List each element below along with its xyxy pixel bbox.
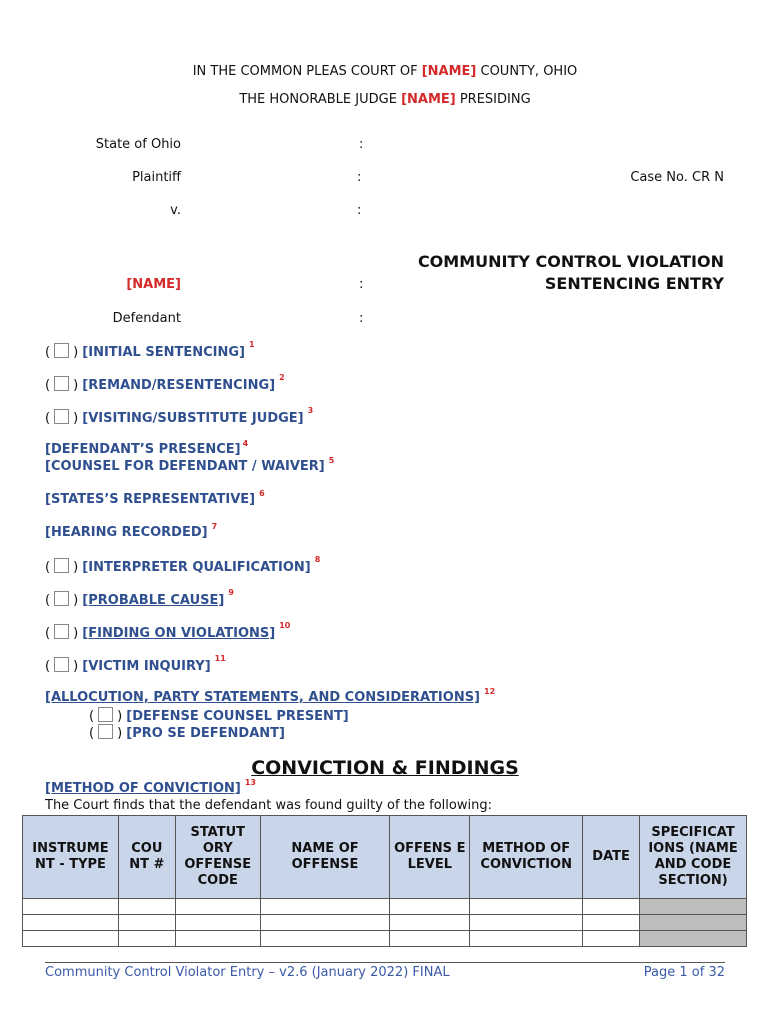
- table-cell[interactable]: [260, 899, 390, 915]
- table-cell[interactable]: [23, 899, 119, 915]
- defendant-presence-label: [DEFENDANT’S PRESENCE]: [45, 442, 241, 457]
- column-header: DATE: [583, 816, 640, 899]
- findings-checkbox[interactable]: [54, 624, 69, 639]
- state-rep-row: [45, 489, 265, 507]
- judge-line-text: THE HONORABLE JUDGE: [239, 92, 397, 107]
- conviction-table: [22, 815, 747, 947]
- caption-colon: :: [359, 277, 364, 292]
- victim-inquiry-label: [VICTIM INQUIRY]: [82, 659, 211, 674]
- footer-page-number: Page 1 of 32: [643, 965, 725, 980]
- allocution-row: [45, 687, 496, 705]
- caption-colon: :: [359, 311, 364, 326]
- recorded-row: [45, 522, 218, 540]
- pro-se-label: [PRO SE DEFENDANT]: [126, 726, 285, 741]
- footnote-ref[interactable]: 6: [259, 489, 265, 498]
- entry-title-line-1: COMMUNITY CONTROL VIOLATION: [417, 252, 724, 271]
- table-cell[interactable]: [583, 915, 640, 931]
- table-cell[interactable]: [118, 899, 175, 915]
- pro-se-row: ( ) [PRO SE DEFENDANT]: [89, 726, 285, 741]
- visiting-judge-label: [VISITING/SUBSTITUTE JUDGE]: [82, 411, 304, 426]
- table-cell[interactable]: [583, 899, 640, 915]
- footnote-ref[interactable]: 12: [484, 687, 496, 696]
- county-name-placeholder: [NAME]: [421, 64, 477, 79]
- footnote-ref[interactable]: 5: [328, 456, 335, 465]
- presence-row: [45, 439, 249, 457]
- table-cell[interactable]: [175, 915, 260, 931]
- table-cell[interactable]: [640, 915, 747, 931]
- caption-colon: :: [357, 170, 362, 185]
- table-cell[interactable]: [23, 931, 119, 947]
- column-header: SPECIFICAT IONS (NAME AND CODE SECTION): [640, 816, 747, 899]
- method-row: [45, 778, 256, 796]
- plaintiff-label: Plaintiff: [132, 170, 181, 185]
- judge-name-placeholder: [NAME]: [401, 92, 456, 107]
- table-cell[interactable]: [390, 931, 470, 947]
- court-line-suffix: COUNTY, OHIO: [480, 64, 578, 79]
- remand-row: ( ) [REMAND/RESENTENCING]$^2$: [45, 373, 285, 393]
- column-header: NAME OF OFFENSE: [260, 816, 390, 899]
- findings-row: ( ) [FINDING ON VIOLATIONS]$^{10}$: [45, 621, 291, 641]
- counsel-row: [45, 456, 335, 474]
- initial-sentencing-row: ( ) [INITIAL SENTENCING]$^1$: [45, 340, 255, 360]
- column-header: INSTRUME NT - TYPE: [23, 816, 119, 899]
- defense-present-label: [DEFENSE COUNSEL PRESENT]: [126, 709, 349, 724]
- table-cell[interactable]: [583, 931, 640, 947]
- state-of-ohio: State of Ohio: [95, 137, 181, 152]
- footnote-ref[interactable]: 10: [279, 621, 291, 630]
- column-header: COU NT #: [118, 816, 175, 899]
- court-line-text: IN THE COMMON PLEAS COURT OF: [192, 64, 418, 79]
- column-header: METHOD OF CONVICTION: [470, 816, 583, 899]
- versus-label: v.: [170, 203, 181, 218]
- footnote-ref[interactable]: 13: [244, 778, 256, 787]
- table-cell[interactable]: [390, 899, 470, 915]
- footnote-ref[interactable]: 1: [249, 340, 255, 349]
- method-of-conviction-link[interactable]: [METHOD OF CONVICTION]: [45, 781, 241, 796]
- table-row: [23, 899, 747, 915]
- pro-se-checkbox[interactable]: [98, 724, 113, 739]
- victim-inquiry-checkbox[interactable]: [54, 657, 69, 672]
- footnote-ref[interactable]: 8: [314, 555, 321, 564]
- remand-checkbox[interactable]: [54, 376, 69, 391]
- table-cell[interactable]: [260, 915, 390, 931]
- column-header: OFFENS E LEVEL: [390, 816, 470, 899]
- hearing-recorded-label: [HEARING RECORDED]: [45, 525, 208, 540]
- entry-title: [418, 251, 724, 295]
- caption-colon: :: [359, 137, 364, 152]
- interpreter-checkbox[interactable]: [54, 558, 69, 573]
- table-cell[interactable]: [640, 899, 747, 915]
- case-number: Case No. CR N: [630, 170, 724, 185]
- footnote-ref[interactable]: 9: [228, 588, 234, 597]
- conviction-intro: The Court finds that the defendant was found guilty of the following:: [45, 798, 492, 813]
- column-header: STATUT ORY OFFENSE CODE: [175, 816, 260, 899]
- page-footer: [45, 962, 725, 980]
- footnote-ref[interactable]: 2: [279, 373, 285, 382]
- initial-sentencing-checkbox[interactable]: [54, 343, 69, 358]
- judge-line: [0, 92, 770, 107]
- table-cell[interactable]: [260, 931, 390, 947]
- visiting-judge-checkbox[interactable]: [54, 409, 69, 424]
- defendant-label: Defendant: [112, 311, 181, 326]
- interpreter-row: ( ) [INTERPRETER QUALIFICATION]$^8$: [45, 555, 321, 575]
- footnote-ref[interactable]: 4: [242, 439, 249, 448]
- conviction-heading: CONVICTION & FINDINGS: [251, 757, 519, 779]
- table-cell[interactable]: [470, 899, 583, 915]
- table-row: [23, 931, 747, 947]
- finding-on-violations-link[interactable]: [FINDING ON VIOLATIONS]: [82, 626, 276, 641]
- table-cell[interactable]: [118, 931, 175, 947]
- footnote-ref[interactable]: 7: [211, 522, 218, 531]
- defense-present-checkbox[interactable]: [98, 707, 113, 722]
- table-row: [23, 915, 747, 931]
- probable-cause-checkbox[interactable]: [54, 591, 69, 606]
- judge-line-suffix: PRESIDING: [459, 92, 531, 107]
- table-cell[interactable]: [390, 915, 470, 931]
- footnote-ref[interactable]: 3: [307, 406, 314, 415]
- table-cell[interactable]: [175, 931, 260, 947]
- remand-label: [REMAND/RESENTENCING]: [82, 378, 276, 393]
- table-cell[interactable]: [175, 899, 260, 915]
- table-cell[interactable]: [470, 931, 583, 947]
- probable-cause-row: ( ) [PROBABLE CAUSE]$^9$: [45, 588, 234, 608]
- table-header-row: [23, 816, 747, 899]
- caption-colon: :: [357, 203, 362, 218]
- interpreter-label: [INTERPRETER QUALIFICATION]: [82, 560, 311, 575]
- table-cell[interactable]: [640, 931, 747, 947]
- table-cell[interactable]: [23, 915, 119, 931]
- counsel-waiver-label: [COUNSEL FOR DEFENDANT / WAIVER]: [45, 459, 325, 474]
- probable-cause-link[interactable]: [PROBABLE CAUSE]: [82, 593, 225, 608]
- allocution-link[interactable]: [ALLOCUTION, PARTY STATEMENTS, AND CONSIDERATIONS]: [45, 690, 480, 705]
- table-cell[interactable]: [118, 915, 175, 931]
- entry-title-line-2: SENTENCING ENTRY: [544, 274, 724, 293]
- visiting-judge-row: ( ) [VISITING/SUBSTITUTE JUDGE]$^3$: [45, 406, 314, 426]
- table-cell[interactable]: [470, 915, 583, 931]
- initial-sentencing-label: [INITIAL SENTENCING]: [82, 345, 245, 360]
- state-representative-label: [STATES’S REPRESENTATIVE]: [45, 492, 256, 507]
- victim-row: ( ) [VICTIM INQUIRY]$^{11}$: [45, 654, 226, 674]
- footnote-ref[interactable]: 11: [214, 654, 226, 663]
- defendant-name-placeholder: [NAME]: [126, 277, 181, 292]
- court-line: [0, 64, 770, 79]
- defense-present-row: ( ) [DEFENSE COUNSEL PRESENT]: [89, 709, 349, 724]
- footer-document-title: Community Control Violator Entry – v2.6 (January 2022) FINAL: [45, 965, 450, 980]
